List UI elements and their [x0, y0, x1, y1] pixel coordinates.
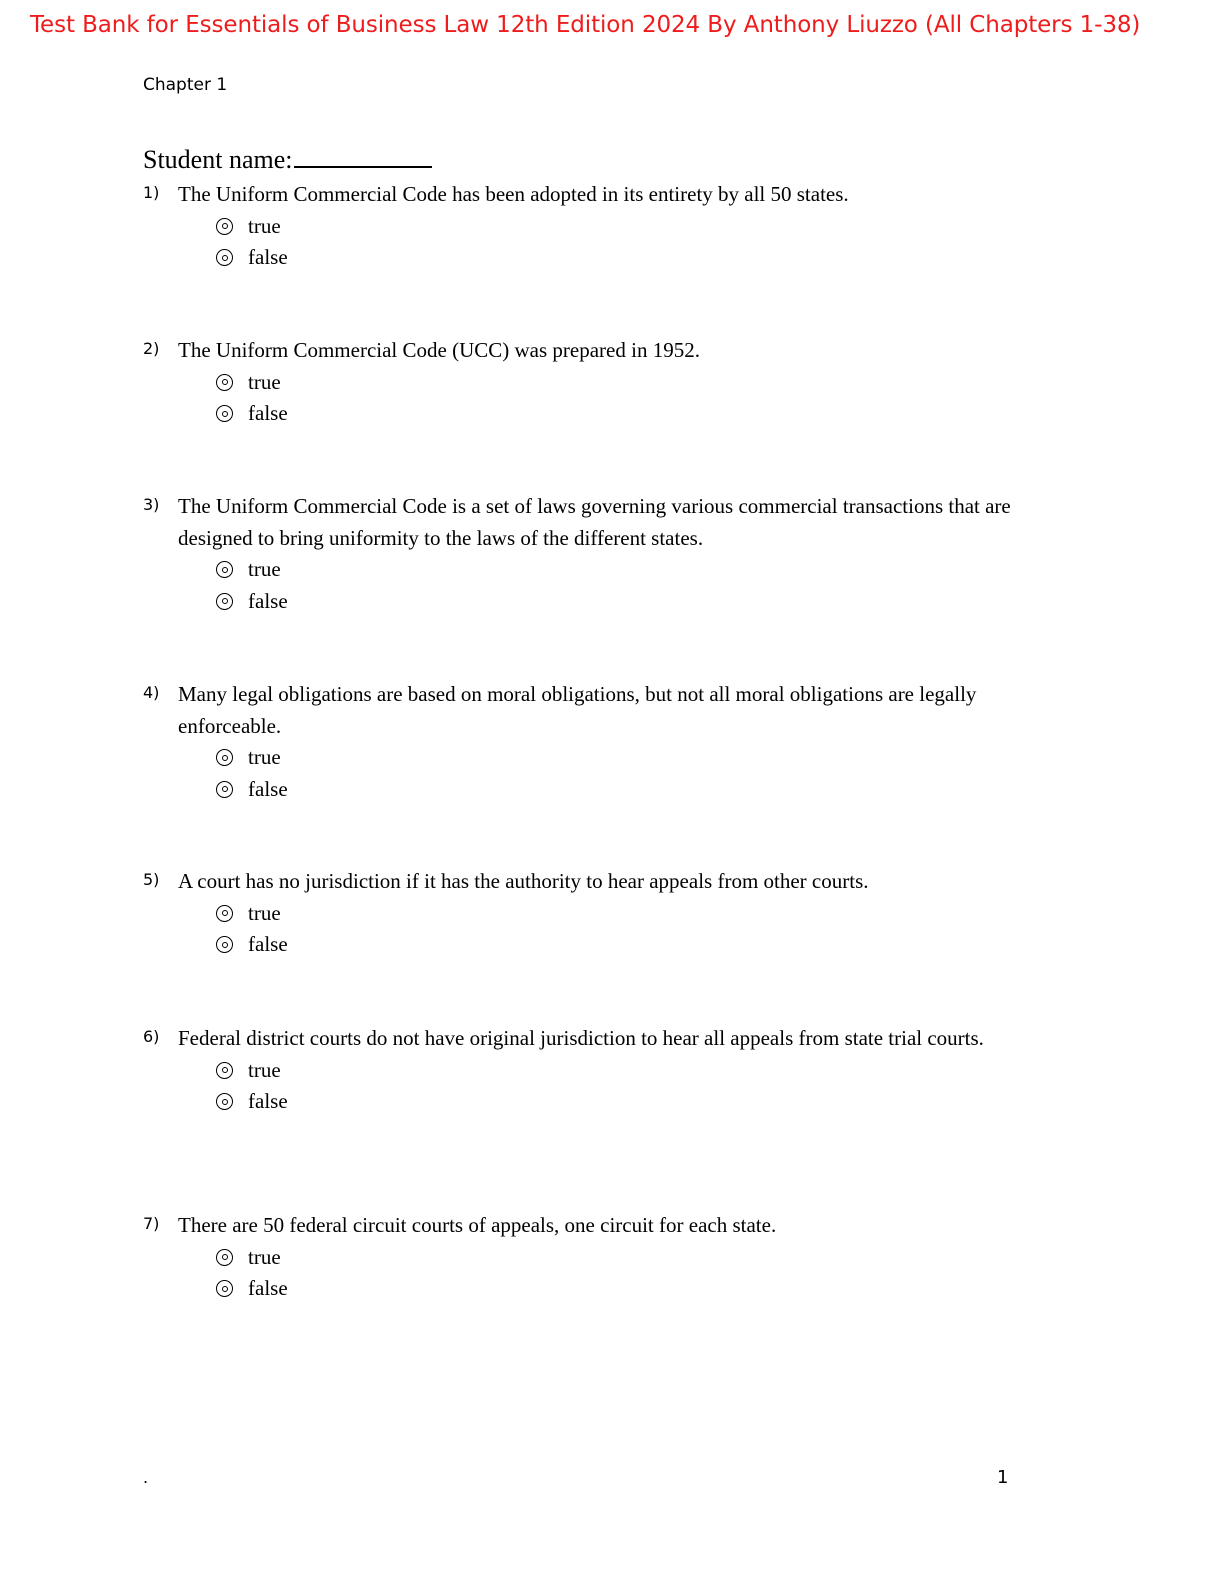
radio-icon[interactable] — [216, 405, 233, 422]
radio-icon[interactable] — [216, 561, 233, 578]
option-label: false — [248, 932, 288, 957]
radio-icon[interactable] — [216, 781, 233, 798]
option-label: false — [248, 1089, 288, 1114]
question-text: Many legal obligations are based on moral obligations, but not all moral obligations are legally enforceable. — [178, 682, 977, 738]
option-false[interactable] — [216, 929, 1043, 961]
question-3 — [143, 491, 1043, 617]
question-number: 4) — [143, 683, 160, 702]
option-label: true — [248, 369, 281, 394]
page-number: 1 — [997, 1467, 1009, 1488]
option-label: false — [248, 588, 288, 613]
question-2 — [143, 335, 1043, 430]
radio-icon[interactable] — [216, 1280, 233, 1297]
option-true[interactable] — [216, 211, 1043, 243]
radio-icon[interactable] — [216, 905, 233, 922]
option-true[interactable] — [216, 1055, 1043, 1087]
question-text: The Uniform Commercial Code is a set of laws governing various commercial transactions that are designed to bring uniformity to the laws of the different states. — [178, 494, 1011, 550]
question-6 — [143, 1023, 1043, 1118]
option-true[interactable] — [216, 898, 1043, 930]
radio-icon[interactable] — [216, 749, 233, 766]
question-1 — [143, 179, 1043, 274]
student-name-label: Student name: — [143, 145, 293, 174]
option-false[interactable] — [216, 242, 1043, 274]
chapter-label: Chapter 1 — [143, 75, 228, 95]
option-true[interactable] — [216, 1242, 1043, 1274]
option-label: false — [248, 245, 288, 270]
answer-options — [216, 1055, 1043, 1118]
question-text: Federal district courts do not have original jurisdiction to hear all appeals from state trial courts. — [178, 1026, 984, 1050]
question-7 — [143, 1210, 1043, 1305]
student-name-blank[interactable] — [294, 144, 432, 168]
radio-icon[interactable] — [216, 249, 233, 266]
radio-icon[interactable] — [216, 936, 233, 953]
radio-icon[interactable] — [216, 1093, 233, 1110]
option-label: true — [248, 1057, 281, 1082]
document-title: Test Bank for Essentials of Business Law 12th Edition 2024 By Anthony Liuzzo (All Chapters 1-38) — [30, 12, 1141, 38]
question-number: 2) — [143, 339, 160, 358]
option-false[interactable] — [216, 1086, 1043, 1118]
option-label: false — [248, 776, 288, 801]
option-label: false — [248, 1276, 288, 1301]
radio-icon[interactable] — [216, 1249, 233, 1266]
option-label: true — [248, 1244, 281, 1269]
option-label: true — [248, 557, 281, 582]
question-number: 7) — [143, 1214, 160, 1233]
option-false[interactable] — [216, 1273, 1043, 1305]
question-5 — [143, 866, 1043, 961]
question-text: The Uniform Commercial Code has been adopted in its entirety by all 50 states. — [178, 182, 849, 206]
radio-icon[interactable] — [216, 374, 233, 391]
radio-icon[interactable] — [216, 218, 233, 235]
option-true[interactable] — [216, 742, 1043, 774]
student-name-field — [143, 144, 432, 175]
option-false[interactable] — [216, 586, 1043, 618]
answer-options — [216, 742, 1043, 805]
option-false[interactable] — [216, 774, 1043, 806]
question-number: 1) — [143, 183, 160, 202]
question-number: 6) — [143, 1027, 160, 1046]
question-4 — [143, 679, 1043, 805]
option-label: true — [248, 900, 281, 925]
answer-options — [216, 1242, 1043, 1305]
answer-options — [216, 898, 1043, 961]
radio-icon[interactable] — [216, 593, 233, 610]
answer-options — [216, 367, 1043, 430]
radio-icon[interactable] — [216, 1062, 233, 1079]
option-false[interactable] — [216, 398, 1043, 430]
option-label: true — [248, 213, 281, 238]
answer-options — [216, 211, 1043, 274]
option-true[interactable] — [216, 554, 1043, 586]
question-text: The Uniform Commercial Code (UCC) was prepared in 1952. — [178, 338, 700, 362]
question-text: There are 50 federal circuit courts of appeals, one circuit for each state. — [178, 1213, 777, 1237]
option-true[interactable] — [216, 367, 1043, 399]
option-label: true — [248, 745, 281, 770]
question-text: A court has no jurisdiction if it has the authority to hear appeals from other courts. — [178, 869, 869, 893]
option-label: false — [248, 401, 288, 426]
footer-mark: . — [143, 1468, 149, 1487]
answer-options — [216, 554, 1043, 617]
question-number: 3) — [143, 495, 160, 514]
question-number: 5) — [143, 870, 160, 889]
